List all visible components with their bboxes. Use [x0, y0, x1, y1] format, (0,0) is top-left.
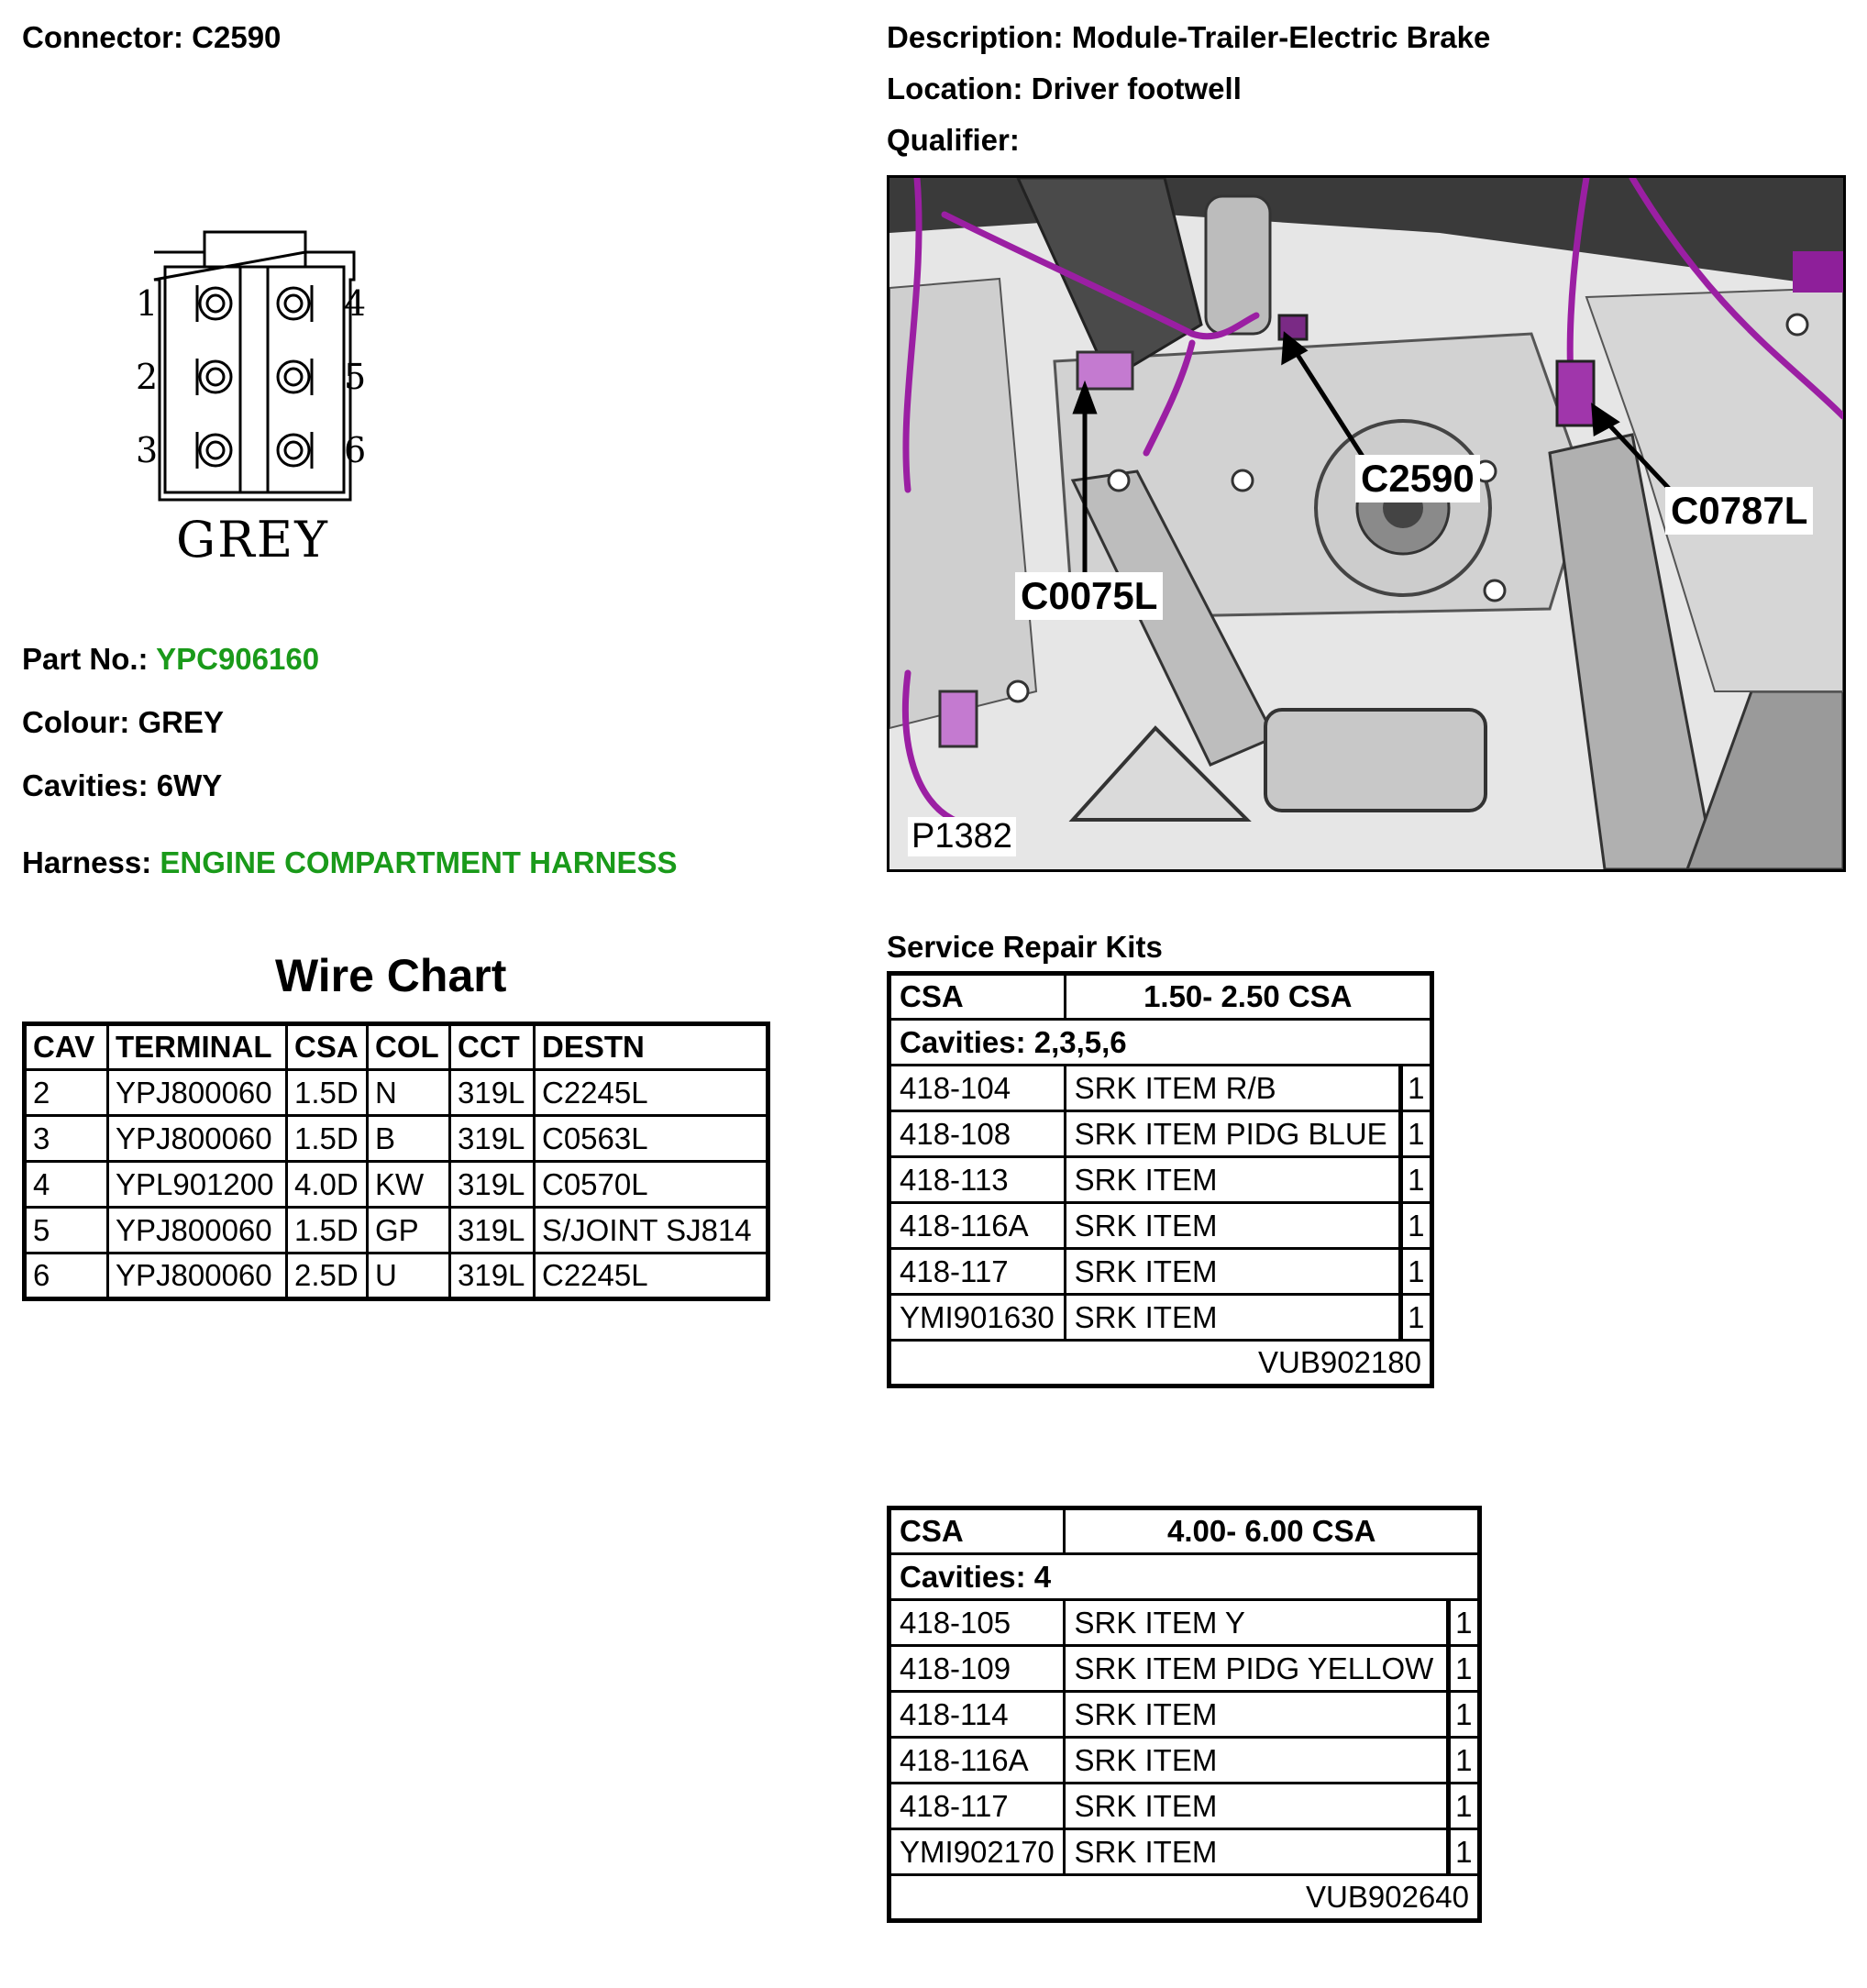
srk-part-no: 418-113 [889, 1157, 1066, 1203]
header-csa: CSA [287, 1024, 368, 1070]
header-cct: CCT [450, 1024, 535, 1070]
cell-cct: 319L [450, 1254, 535, 1299]
pin-label-1: 1 [136, 283, 159, 324]
part-number-value[interactable]: YPC906160 [156, 642, 320, 676]
table-row [889, 1295, 1432, 1341]
srk-qty: 1 [1448, 1738, 1479, 1784]
srk-part-no: 418-105 [889, 1600, 1065, 1646]
cell-destn: C0570L [535, 1162, 768, 1208]
srk-csa-label: CSA [889, 1508, 1065, 1554]
cell-col: B [368, 1116, 450, 1162]
service-repair-kits-title: Service Repair Kits [887, 930, 1163, 964]
cell-cav: 3 [25, 1116, 108, 1162]
photo-reference: P1382 [908, 817, 1016, 856]
srk-item-desc: SRK ITEM PIDG YELLOW [1065, 1646, 1448, 1692]
harness-label: Harness: [22, 845, 152, 879]
srk-cavities-row [889, 1020, 1432, 1066]
table-row [889, 1111, 1432, 1157]
pin-label-3: 3 [136, 430, 159, 470]
cell-terminal: YPJ800060 [108, 1254, 287, 1299]
srk-part-no: 418-117 [889, 1249, 1066, 1295]
table-row [889, 1600, 1480, 1646]
srk-qty: 1 [1400, 1111, 1431, 1157]
cell-terminal: YPJ800060 [108, 1070, 287, 1116]
cell-destn: S/JOINT SJ814 [535, 1208, 768, 1254]
cell-cct: 319L [450, 1070, 535, 1116]
connector-colour-text: GREY [176, 511, 329, 569]
srk-qty: 1 [1400, 1157, 1431, 1203]
srk-part-no: 418-109 [889, 1646, 1065, 1692]
pin-label-6: 6 [344, 430, 367, 470]
srk-item-desc: SRK ITEM [1065, 1249, 1400, 1295]
table-row [25, 1162, 768, 1208]
table-row [889, 1829, 1480, 1875]
srk-qty: 1 [1448, 1692, 1479, 1738]
srk-item-desc: SRK ITEM [1065, 1692, 1448, 1738]
callout-c0075l: C0075L [1015, 572, 1163, 620]
cell-csa: 1.5D [287, 1070, 368, 1116]
harness [22, 845, 677, 880]
table-row [889, 1646, 1480, 1692]
harness-value[interactable]: ENGINE COMPARTMENT HARNESS [160, 845, 678, 879]
cell-col: N [368, 1070, 450, 1116]
cell-col: GP [368, 1208, 450, 1254]
cell-terminal: YPJ800060 [108, 1208, 287, 1254]
pin-label-2: 2 [136, 357, 159, 397]
srk-table-2 [887, 1506, 1482, 1923]
srk-part-no: 418-108 [889, 1111, 1066, 1157]
cell-terminal: YPL901200 [108, 1162, 287, 1208]
srk-item-desc: SRK ITEM [1065, 1829, 1448, 1875]
wire-chart-table [22, 1022, 770, 1301]
srk-qty: 1 [1400, 1249, 1431, 1295]
cell-cav: 2 [25, 1070, 108, 1116]
srk-cavities: Cavities: 2,3,5,6 [889, 1020, 1432, 1066]
header-col: COL [368, 1024, 450, 1070]
cavities-label: Cavities: 6WY [22, 768, 223, 802]
cell-terminal: YPJ800060 [108, 1116, 287, 1162]
table-row [889, 1692, 1480, 1738]
header-terminal: TERMINAL [108, 1024, 287, 1070]
table-row [889, 1066, 1432, 1111]
srk-csa-label: CSA [889, 974, 1066, 1020]
srk-qty: 1 [1448, 1646, 1479, 1692]
srk-part-no: 418-117 [889, 1784, 1065, 1829]
table-row [25, 1208, 768, 1254]
srk-part-no: YMI901630 [889, 1295, 1066, 1341]
callout-c0787l: C0787L [1665, 487, 1813, 535]
pin-label-5: 5 [344, 357, 367, 397]
srk-kit-number: VUB902640 [889, 1875, 1480, 1921]
wire-chart-title: Wire Chart [275, 950, 507, 1001]
cell-destn: C2245L [535, 1254, 768, 1299]
header-destn: DESTN [535, 1024, 768, 1070]
cell-csa: 2.5D [287, 1254, 368, 1299]
cell-cav: 4 [25, 1162, 108, 1208]
location-label: Location: Driver footwell [887, 72, 1242, 105]
cell-col: KW [368, 1162, 450, 1208]
srk-item-desc: SRK ITEM [1065, 1157, 1400, 1203]
srk-item-desc: SRK ITEM [1065, 1203, 1400, 1249]
cell-destn: C2245L [535, 1070, 768, 1116]
table-row [25, 1116, 768, 1162]
connector-face-diagram [138, 225, 367, 573]
part-number [22, 642, 319, 677]
description-label: Description: Module-Trailer-Electric Brake [887, 20, 1491, 54]
srk-qty: 1 [1400, 1066, 1431, 1111]
srk-table-1 [887, 971, 1434, 1388]
srk-qty: 1 [1448, 1829, 1479, 1875]
colour-label: Colour: GREY [22, 705, 224, 739]
table-row [889, 1738, 1480, 1784]
table-row [889, 1157, 1432, 1203]
srk-item-desc: SRK ITEM R/B [1065, 1066, 1400, 1111]
table-row [25, 1070, 768, 1116]
srk-item-desc: SRK ITEM [1065, 1784, 1448, 1829]
srk-qty: 1 [1400, 1295, 1431, 1341]
cell-cct: 319L [450, 1208, 535, 1254]
cell-cav: 5 [25, 1208, 108, 1254]
srk-kit-number: VUB902180 [889, 1341, 1432, 1386]
srk-qty: 1 [1448, 1784, 1479, 1829]
cell-col: U [368, 1254, 450, 1299]
pin-label-4: 4 [344, 283, 367, 324]
srk-header-row [889, 1508, 1480, 1554]
srk-item-desc: SRK ITEM [1065, 1738, 1448, 1784]
srk-kit-row [889, 1875, 1480, 1921]
srk-part-no: 418-116A [889, 1738, 1065, 1784]
srk-header-row [889, 974, 1432, 1020]
connector-label: Connector: C2590 [22, 20, 282, 54]
qualifier-label: Qualifier: [887, 123, 1020, 157]
cell-cct: 319L [450, 1116, 535, 1162]
cell-csa: 1.5D [287, 1208, 368, 1254]
srk-qty: 1 [1400, 1203, 1431, 1249]
srk-part-no: 418-114 [889, 1692, 1065, 1738]
srk-kit-row [889, 1341, 1432, 1386]
srk-item-desc: SRK ITEM Y [1065, 1600, 1448, 1646]
cell-destn: C0563L [535, 1116, 768, 1162]
srk-item-desc: SRK ITEM PIDG BLUE [1065, 1111, 1400, 1157]
srk-csa-range: 4.00- 6.00 CSA [1065, 1508, 1480, 1554]
srk-qty: 1 [1448, 1600, 1479, 1646]
srk-item-desc: SRK ITEM [1065, 1295, 1400, 1341]
srk-cavities-row [889, 1554, 1480, 1600]
header-cav: CAV [25, 1024, 108, 1070]
callout-c2590: C2590 [1355, 455, 1480, 503]
cell-cav: 6 [25, 1254, 108, 1299]
cell-csa: 1.5D [287, 1116, 368, 1162]
srk-part-no: YMI902170 [889, 1829, 1065, 1875]
part-number-label: Part No.: [22, 642, 149, 676]
cell-cct: 319L [450, 1162, 535, 1208]
location-photo [887, 175, 1846, 872]
wire-chart-header-row [25, 1024, 768, 1070]
cell-csa: 4.0D [287, 1162, 368, 1208]
table-row [889, 1249, 1432, 1295]
srk-part-no: 418-104 [889, 1066, 1066, 1111]
table-row [889, 1784, 1480, 1829]
table-row [25, 1254, 768, 1299]
table-row [889, 1203, 1432, 1249]
srk-cavities: Cavities: 4 [889, 1554, 1480, 1600]
srk-part-no: 418-116A [889, 1203, 1066, 1249]
srk-csa-range: 1.50- 2.50 CSA [1065, 974, 1431, 1020]
